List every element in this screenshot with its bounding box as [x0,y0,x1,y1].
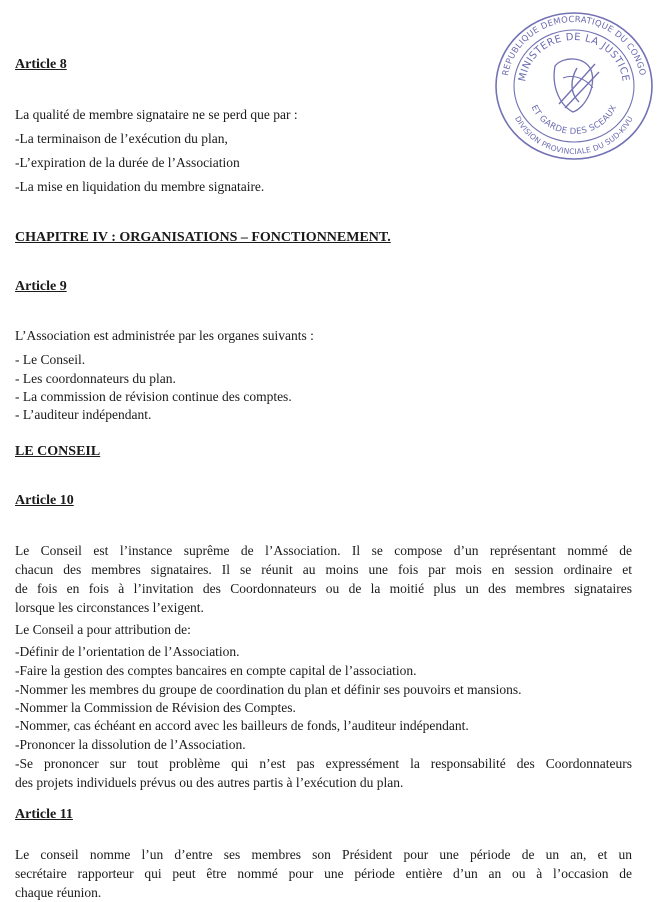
svg-text:ET GARDE DES SCEAUX [529,104,620,137]
paragraph-line: de fois en fois à l’invitation des Coordonnateurs ou de la moitié plus un des membres signataires [15,581,632,596]
paragraph-line: secrétaire rapporteur qui peut être nommé pour une période entière d’un an ou à l’occasion de [15,866,632,881]
stamp-inner-text: MINISTERE DE LA JUSTICE [517,31,631,83]
stamp-outer-text: REPUBLIQUE DEMOCRATIQUE DU CONGO [500,14,648,77]
article-10-item: -Prononcer la dissolution de l’Association. [15,737,246,752]
article-10-title: Article 10 [15,493,74,508]
article-8-intro: La qualité de membre signataire ne se perd que par : [15,107,298,122]
article-9-item: - L’auditeur indépendant. [15,407,152,422]
article-10-item: -Nommer la Commission de Révision des Comptes. [15,700,296,715]
stamp-lower-inner-text: ET GARDE DES SCEAUX [528,103,620,138]
article-8-item: -La terminaison de l’exécution du plan, [15,131,228,146]
article-9-item: - Le Conseil. [15,352,86,367]
article-9-item: - La commission de révision continue des comptes. [15,389,292,404]
article-11-paragraph [15,845,632,902]
article-10-paragraph [15,541,632,617]
article-10-attrib-heading: Le Conseil a pour attribution de: [15,622,191,637]
paragraph-line: Le conseil nomme l’un d’entre ses membres son Président pour une période de un an, et un [15,847,632,862]
article-9-title: Article 9 [15,279,67,294]
article-8-item: -La mise en liquidation du membre signataire. [15,179,265,194]
article-10-last-item [15,754,632,792]
chapter-4-title: CHAPITRE IV : ORGANISATIONS – FONCTIONNEMENT. [15,230,391,245]
article-10-item: -Faire la gestion des comptes bancaires en compte capital de l’association. [15,663,417,678]
article-10-item: -Nommer les membres du groupe de coordination du plan et définir ses pouvoirs et mansions. [15,682,522,697]
official-stamp [493,8,655,160]
paragraph-line: -Se prononcer sur tout problème qui n’est pas expressément la responsabilité des Coordonnateurs [15,756,632,771]
article-11-title: Article 11 [15,807,73,822]
conseil-section-title: LE CONSEIL [15,444,101,459]
article-8-item: -L’expiration de la durée de l’Association [15,155,240,170]
paragraph-line: lorsque les circonstances l’exigent. [15,600,204,615]
article-9-intro: L’Association est administrée par les organes suivants : [15,328,314,343]
paragraph-line: chacun des membres signataires. Il se réunit au moins une fois par mois en session ordinaire et [15,562,632,577]
stamp-lower-outer-text: DIVISION PROVINCIALE DU SUD-KIVU [513,114,635,157]
paragraph-line: chaque réunion. [15,885,102,900]
article-9-item: - Les coordonnateurs du plan. [15,371,176,386]
paragraph-line: des projets individuels prévus ou des autres partis à l’exécution du plan. [15,775,404,790]
article-8-title: Article 8 [15,57,67,72]
article-10-item: -Définir de l’orientation de l’Association. [15,644,240,659]
article-10-item: -Nommer, cas échéant en accord avec les bailleurs de fonds, l’auditeur indépendant. [15,718,469,733]
paragraph-line: Le Conseil est l’instance suprême de l’Association. Il se compose d’un représentant nommé de [15,543,632,558]
